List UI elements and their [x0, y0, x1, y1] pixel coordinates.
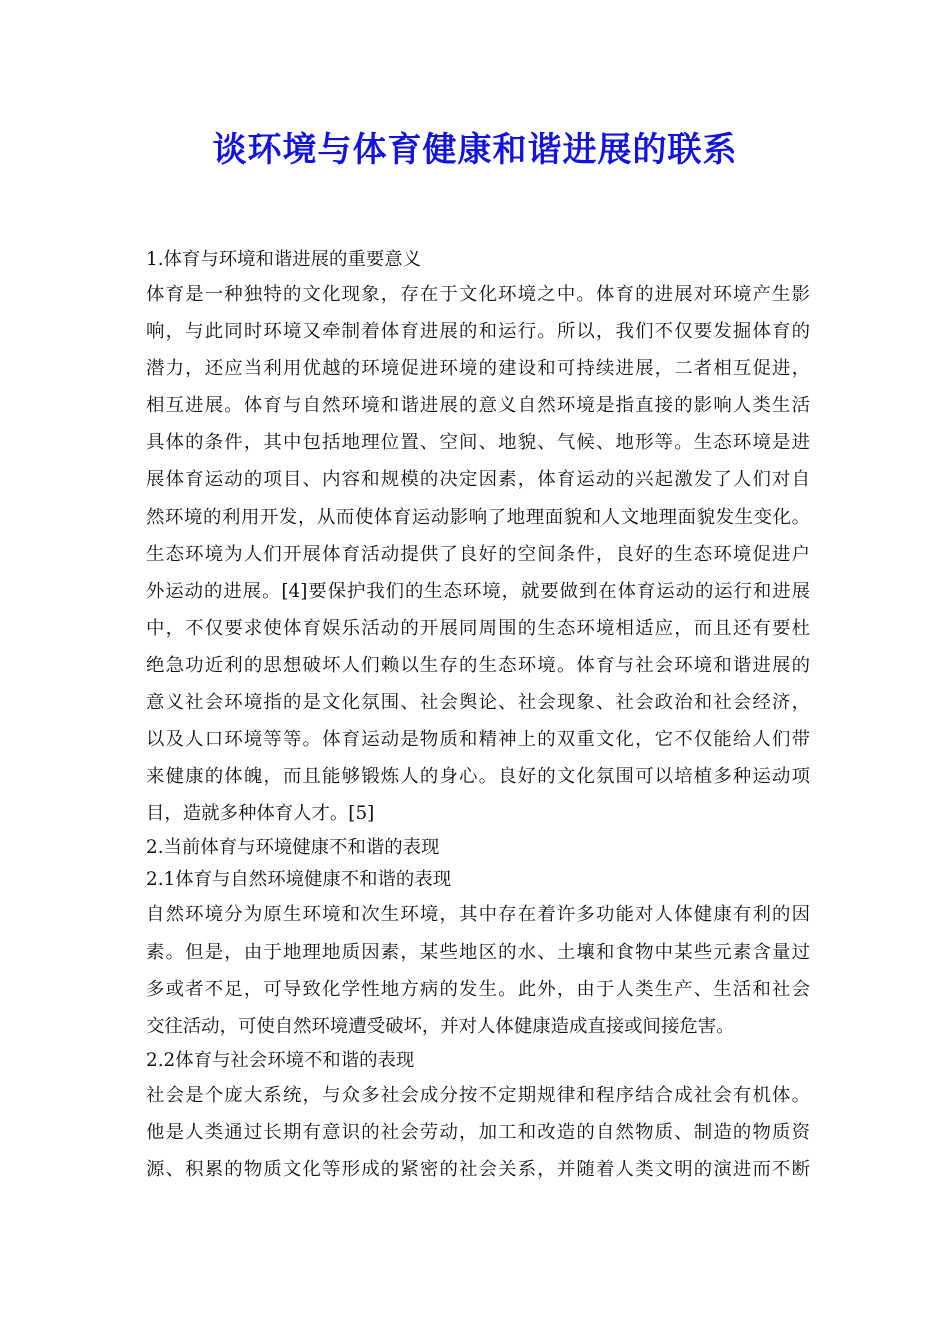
section-heading: 1.体育与环境和谐进展的重要意义 [146, 249, 422, 270]
paragraph-line: 多或者不足，可导致化学性地方病的发生。此外，由于人类生产、生活和社会 [146, 978, 810, 1000]
paragraph-line: 然环境的利用开发，从而使体育运动影响了地理面貌和人文地理面貌发生变化。 [146, 506, 810, 528]
paragraph-line: 来健康的体魄，而且能够锻炼人的身心。良好的文化氛围可以培植多种运动项 [146, 766, 810, 788]
paragraph-line: 以及人口环境等等。体育运动是物质和精神上的双重文化，它不仅能给人们带 [146, 729, 810, 751]
document-body [146, 244, 810, 1188]
paragraph-line: 源、积累的物质文化等形成的紧密的社会关系，并随着人类文明的演进而不断 [146, 1158, 810, 1180]
paragraph-line: 展体育运动的项目、内容和规模的决定因素，体育运动的兴起激发了人们对自 [146, 469, 810, 491]
paragraph-line: 具体的条件，其中包括地理位置、空间、地貌、气候、地形等。生态环境是进 [146, 432, 810, 454]
section-heading: 2.2体育与社会环境不和谐的表现 [146, 1049, 415, 1071]
paragraph-line: 响，与此同时环境又牵制着体育进展的和运行。所以，我们不仅要发掘体育的 [146, 321, 810, 343]
paragraph-line: 交往活动，可使自然环境遭受破坏，并对人体健康造成直接或间接危害。 [146, 1015, 735, 1037]
paragraph-line: 中，不仅要求使体育娱乐活动的开展同周围的生态环境相适应，而且还有要杜 [146, 617, 810, 639]
paragraph-line: 相互进展。体育与自然环境和谐进展的意义自然环境是指直接的影响人类生活 [146, 395, 810, 417]
paragraph-line: 目，造就多种体育人才。[5] [146, 803, 375, 825]
paragraph-line: 生态环境为人们开展体育活动提供了良好的空间条件，良好的生态环境促进户 [146, 543, 810, 565]
paragraph-line: 他是人类通过长期有意识的社会劳动，加工和改造的自然物质、制造的物质资 [146, 1121, 810, 1143]
document-title: 谈环境与体育健康和谐进展的联系 [212, 130, 738, 170]
paragraph-line: 体育是一种独特的文化现象，存在于文化环境之中。体育的进展对环境产生影 [146, 284, 810, 305]
paragraph-line: 意义社会环境指的是文化氛围、社会舆论、社会现象、社会政治和社会经济， [146, 692, 810, 714]
paragraph-line: 潜力，还应当利用优越的环境促进环境的建设和可持续进展，二者相互促进， [146, 358, 810, 380]
paragraph-line: 素。但是，由于地理地质因素，某些地区的水、土壤和食物中某些元素含量过 [146, 941, 810, 963]
section-heading: 2.当前体育与环境健康不和谐的表现 [146, 837, 440, 859]
paragraph-line: 社会是个庞大系统，与众多社会成分按不定期规律和程序结合成社会有机体。 [146, 1084, 810, 1106]
section-heading: 2.1体育与自然环境健康不和谐的表现 [146, 869, 452, 891]
paragraph-line: 外运动的进展。[4]要保护我们的生态环境，就要做到在体育运动的运行和进展 [146, 580, 810, 602]
paragraph-line: 绝急功近利的思想破坏人们赖以生存的生态环境。体育与社会环境和谐进展的 [146, 654, 810, 676]
paragraph-line: 自然环境分为原生环境和次生环境，其中存在着许多功能对人体健康有利的因 [146, 904, 810, 926]
